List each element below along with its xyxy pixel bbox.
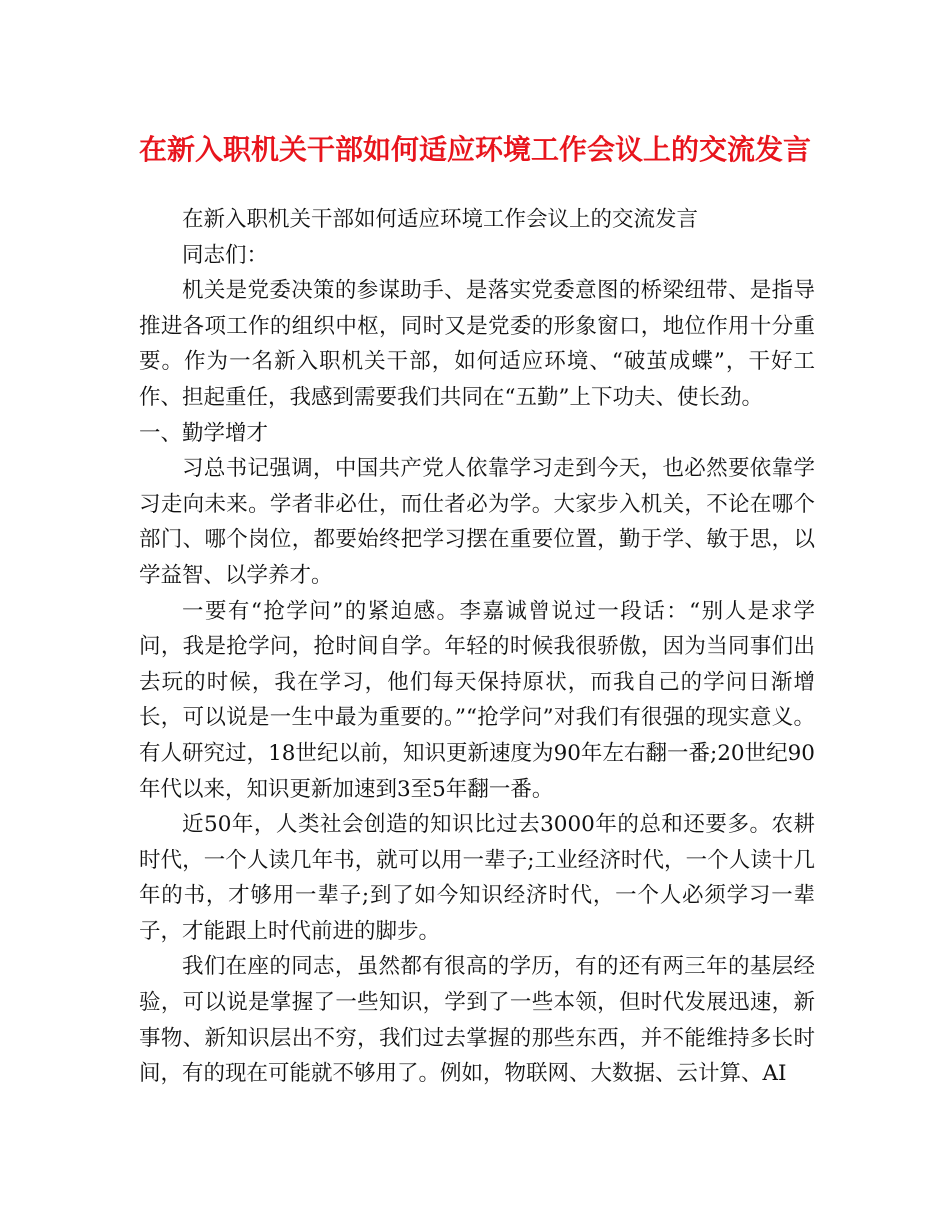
paragraph-urgency: 一要有“抢学问”的紧迫感。李嘉诚曾说过一段话：“别人是求学问，我是抢学问，抢时间自学。年轻的时候我很骄傲，因为当同事们出去玩的时候，我在学习，他们每天保持原状，而我自己的学问日渐增长，可以说是一生中最为重要的。”“抢学问”对我们有很强的现实意义。有人研究过，18世纪以前，知识更新速度为90年左右翻一番;20世纪90年代以来，知识更新加速到3至5年翻一番。 <box>139 598 815 802</box>
document-body <box>139 202 815 1092</box>
paragraph-intro: 机关是党委决策的参谋助手、是落实党委意图的桥梁纽带、是指导推进各项工作的组织中枢，同时又是党委的形象窗口，地位作用十分重要。作为一名新入职机关干部，如何适应环境、“破茧成蝶”，干好工作、担起重任，我感到需要我们共同在“五勤”上下功夫、使长劲。 <box>139 278 815 410</box>
paragraph-knowledge: 近50年，人类社会创造的知识比过去3000年的总和还要多。农耕时代，一个人读几年书，就可以用一辈子;工业经济时代，一个人读十几年的书，才够用一辈子;到了如今知识经济时代，一个人必须学习一辈子，才能跟上时代前进的脚步。 <box>139 812 815 944</box>
paragraph-subtitle: 在新入职机关干部如何适应环境工作会议上的交流发言 <box>182 207 699 232</box>
paragraph-section1-intro: 习总书记强调，中国共产党人依靠学习走到今天，也必然要依靠学习走向未来。学者非必仕，而仕者必为学。大家步入机关，不论在哪个部门、哪个岗位，都要始终把学习摆在重要位置，勤于学、敏于思，以学益智、以学养才。 <box>139 456 815 588</box>
paragraph-salutation: 同志们： <box>182 242 269 268</box>
paragraph-comrades: 我们在座的同志，虽然都有很高的学历，有的还有两三年的基层经验，可以说是掌握了一些知识，学到了一些本领，但时代发展迅速，新事物、新知识层出不穷，我们过去掌握的那些东西，并不能维持多长时间，有的现在可能就不够用了。例如，物联网、大数据、云计算、AI <box>139 954 815 1087</box>
document-title: 在新入职机关干部如何适应环境工作会议上的交流发言 <box>138 133 811 166</box>
section-heading-1: 一、勤学增才 <box>139 420 269 446</box>
